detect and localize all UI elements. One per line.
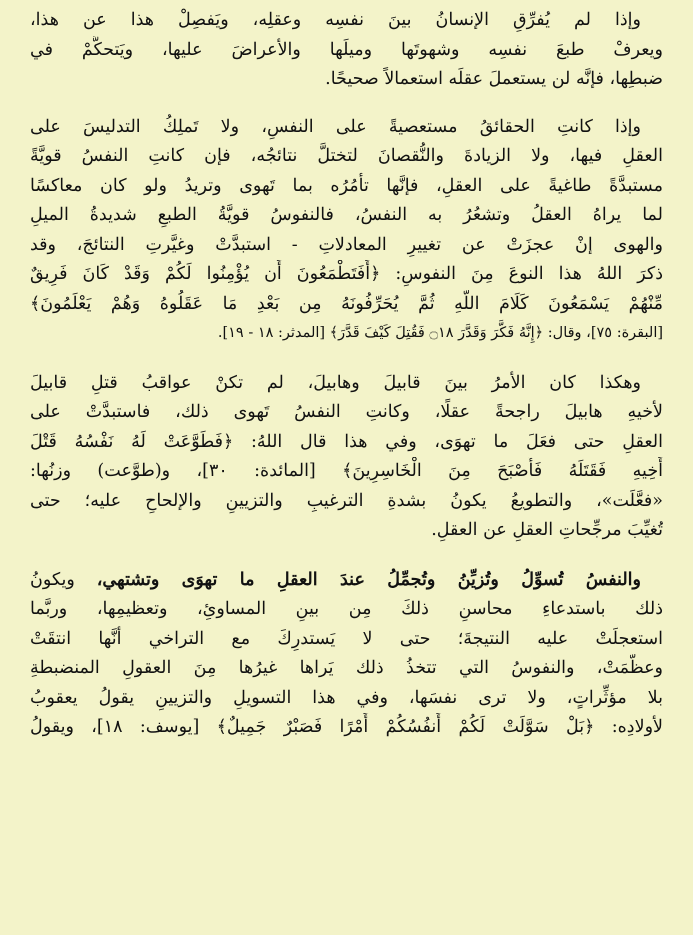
reference-line: [البقرة: ٧٥]، وقال: ﴿إِنَّهُ فَكَّرَ وَقَدَّرَ ۝١٨ فَقُتِلَ كَيْفَ قَدَّرَ﴾ [المدثر: ١٨ - ١٩]. [217,325,663,341]
text-line: لما يراهُ العقلُ وتشعُرُ به النفسُ، فالنفوسُ قويَّةُ الطبعِ شديدةُ الميلِ [30,205,663,225]
text-fragment: ويكونُ [30,569,75,590]
text-line: والهوى إنْ عجزَتْ عن تغييرِ المعادلاتِ - استبدَّتْ وغيَّرتِ النتائجَ، وقد [30,234,663,255]
text-line: ذكرَ اللهُ هذا النوعَ مِنَ النفوسِ: ﴿أَفَتَطْمَعُونَ أَن يُؤْمِنُوا لَكُمْ وَقَدْ كَانَ فَرِيقٌ [30,264,663,284]
text-line: بلا مؤثِّراتٍ، ولا ترى نفسَها، وفي هذا التسويلِ والتزيينِ يقولُ يعقوبُ [30,687,663,708]
text-line: ذلك باستدعاءِ محاسنِ ذلكَ مِن بينِ المساوئِ، وتعظيمِها، وربَّما [30,599,663,619]
bold-lead-text: والنفسُ تُسوِّلُ وتُزيِّنُ وتُجمِّلُ عندَ العقلِ ما تهوَى وتشتهي، [96,569,641,590]
paragraph-4 [30,566,663,743]
text-line: لأخيهِ هابيلَ راجحةً عقلًا، وكانتِ النفسُ تَهوى ذلك، فاستبدَّتْ على [30,402,663,422]
text-line: تُغيِّبَ مرجِّحاتِ العقلِ عن العقلِ. [431,520,663,540]
text-line: ويعرفْ طبعَ نفسِه وشهوتَها وميلَها والأعراضَ عليها، ويَتحكَّمْ في [30,39,663,60]
text-line [30,566,663,596]
text-line: العقلِ فيها، ولا الزيادةَ والنُّقصانَ لتختلَّ نتائجُه، فإن كانتِ النفسُ قويَّةً [30,146,663,166]
text-line: وعظَّمَتْ، والنفوسُ التي تتخذُ ذلك يَراها غيرُها مِنَ العقولِ المنضبطةِ [30,658,663,678]
text-line: «فعَّلَت»، والتطويعُ يكونُ بشدةِ الترغيبِ والتزيينِ والإلحاحِ عليه؛ حتى [30,490,663,511]
paragraph-1 [30,6,663,95]
text-line: أَخِيهِ فَقَتَلَهُ فَأَصْبَحَ مِنَ الْخَاسِرِينَ﴾ [المائدة: ٣٠]، و(طوَّعت) وزنُها: [30,461,663,481]
paragraph-3 [30,369,663,546]
text-line: مستبدَّةً طاغيةً على العقلِ، فإنَّها تأمُرُه بما تَهوى وتريدُ ولو كان معاكسًا [30,175,663,196]
text-line: وهكذا كان الأمرُ بينَ قابيلَ وهابيلَ، لم تكنْ عواقبُ قتلِ قابيلَ [30,372,641,393]
text-line: لأولادِه: ﴿بَلْ سَوَّلَتْ لَكُمْ أَنفُسُكُمْ أَمْرًا فَصَبْرٌ جَمِيلٌ﴾ [يوسف: ١٨]، ويقولُ [30,717,663,737]
quran-verse-line: مِّنْهُمْ يَسْمَعُونَ كَلَامَ اللَّهِ ثُمَّ يُحَرِّفُونَهُ مِن بَعْدِ مَا عَقَلُوهُ وَهُمْ يَعْلَمُونَ﴾ [30,293,663,314]
text-line: وإذا كانتِ الحقائقُ مستعصيةً على النفسِ، ولا تَملِكُ التدليسَ على [30,116,641,137]
text-line: وإذا لم يُفرِّقِ الإنسانُ بينَ نفسِه وعقلِه، ويَفصِلْ هذا عن هذا، [30,10,641,30]
paragraph-2 [30,113,663,349]
text-line: العقلِ حتى فعَلَ ما تهوَى، وفي هذا قال اللهُ: ﴿فَطَوَّعَتْ لَهُ نَفْسُهُ قَتْلَ [30,431,663,452]
text-line: ضبطِها، فإنَّه لن يستعملَ عقلَه استعمالاً صحيحًا. [325,69,663,89]
text-line: استعجلَتْ عليه النتيجةَ؛ حتى لا يَستدرِكَ مع التراخي أنَّها انتقَتْ [30,628,663,649]
